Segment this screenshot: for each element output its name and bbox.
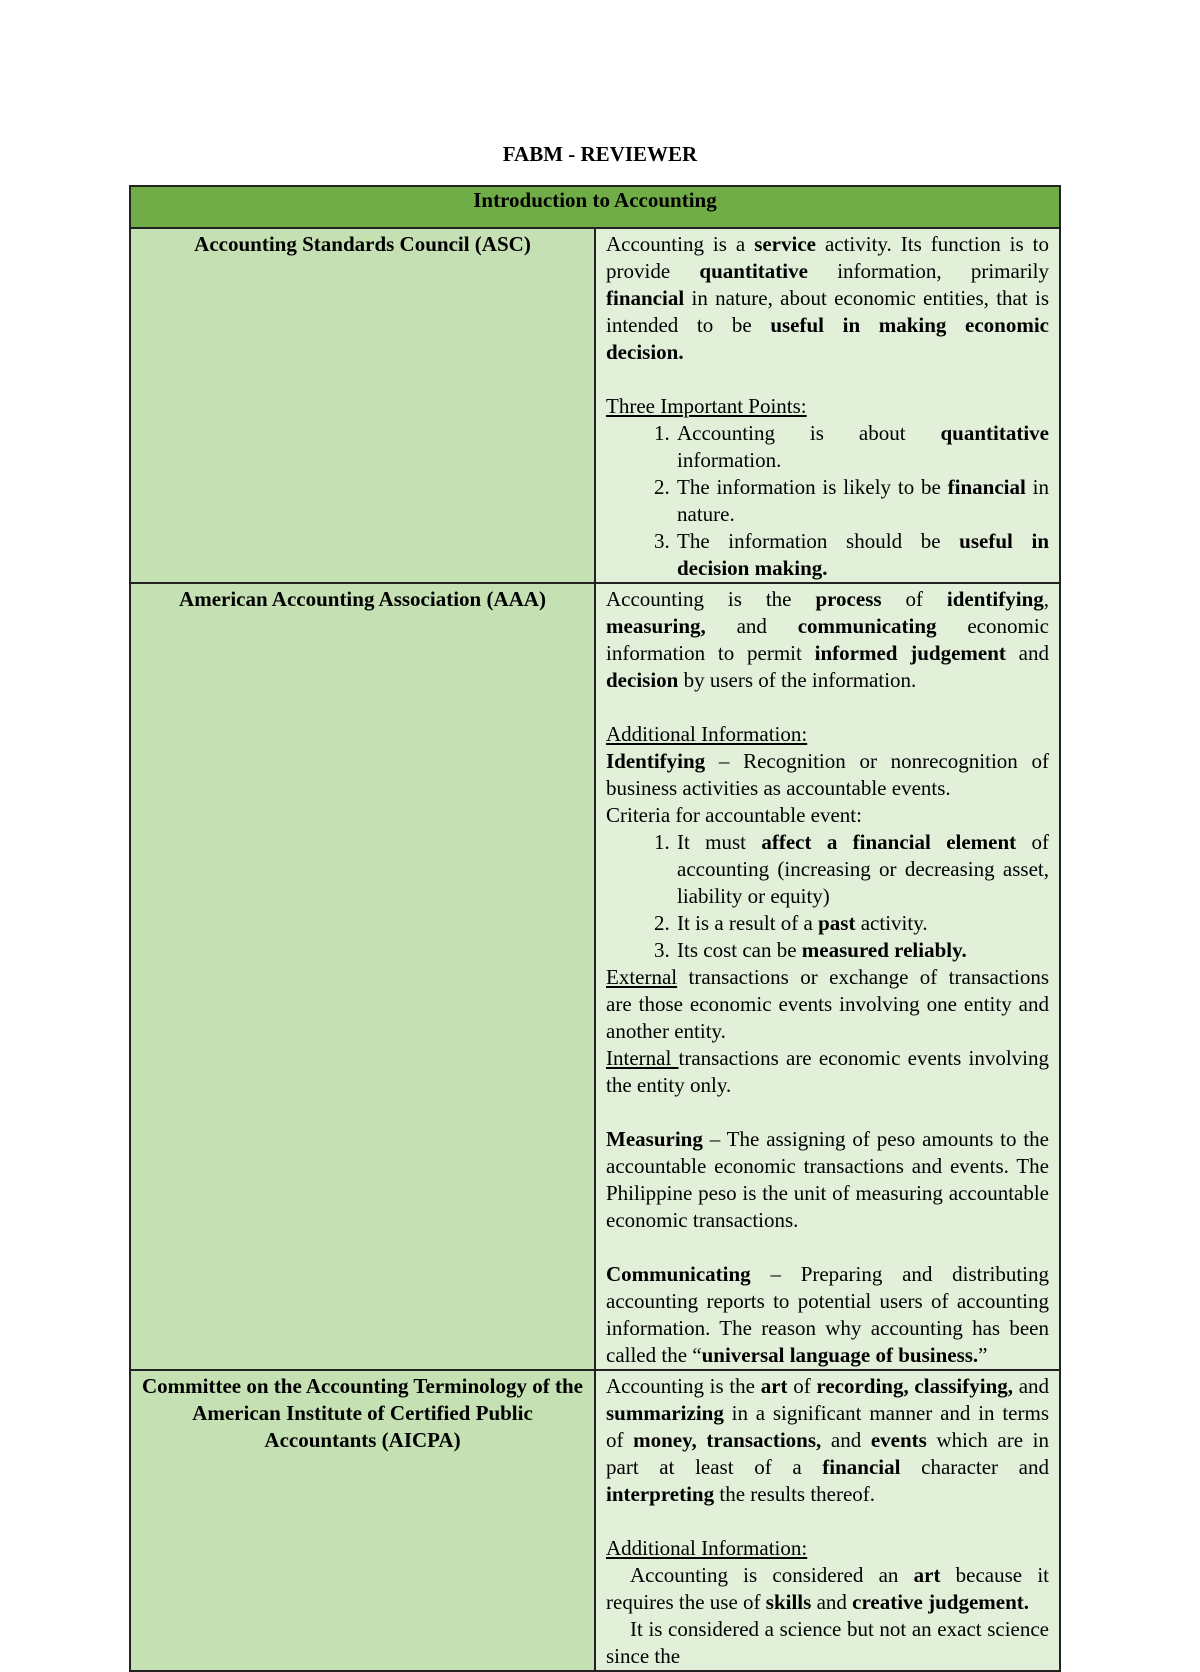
definition-cell-aicpa — [595, 1370, 1060, 1671]
definition-cell-asc — [595, 228, 1060, 583]
list-item: 3. Its cost can be measured reliably. — [675, 937, 1049, 964]
identifying-text: Identifying – Recognition or nonrecognition of business activities as accountable events. — [606, 749, 1049, 800]
reviewer-table — [129, 185, 1061, 1672]
definition-cell-aaa — [595, 583, 1060, 1370]
criteria-heading: Criteria for accountable event: — [606, 803, 862, 827]
criteria-list — [606, 829, 1049, 964]
art-note: Accounting is considered an art because it requires the use of skills and creative judgement. — [606, 1563, 1049, 1614]
external-text: External transactions or exchange of transactions are those economic events involving one entity and another entity. — [606, 965, 1049, 1043]
source-cell-aicpa: Committee on the Accounting Terminology of the American Institute of Certified Public Accountants (AICPA) — [130, 1370, 595, 1671]
internal-text: Internal transactions are economic events involving the entity only. — [606, 1046, 1049, 1097]
table-row — [130, 583, 1060, 1370]
science-note: It is considered a science but not an exact science since the — [606, 1617, 1049, 1668]
section-header-row — [130, 186, 1060, 228]
list-item: 1. Accounting is about quantitative information. — [675, 420, 1049, 474]
points-list — [606, 420, 1049, 582]
list-item: 1. It must affect a financial element of accounting (increasing or decreasing asset, liability or equity) — [675, 829, 1049, 910]
definition-text: Accounting is a service activity. Its function is to provide quantitative information, primarily financial in nature, about economic entities, that is intended to be useful in making economic decision. — [606, 232, 1049, 364]
additional-heading: Additional Information: — [606, 1536, 808, 1560]
list-item: 2. The information is likely to be financial in nature. — [675, 474, 1049, 528]
section-header: Introduction to Accounting — [130, 186, 1060, 228]
communicating-text: Communicating – Preparing and distributing accounting reports to potential users of accounting information. The reason why accounting has been called the “universal language of business.” — [606, 1262, 1049, 1367]
table-row — [130, 1370, 1060, 1671]
document-title: FABM - REVIEWER — [502, 142, 698, 166]
table-row — [130, 228, 1060, 583]
source-cell-aaa: American Accounting Association (AAA) — [130, 583, 595, 1370]
additional-heading: Additional Information: — [606, 722, 808, 746]
list-item: 2. It is a result of a past activity. — [675, 910, 1049, 937]
list-item: 3. The information should be useful in decision making. — [675, 528, 1049, 582]
source-cell-asc: Accounting Standards Council (ASC) — [130, 228, 595, 583]
points-heading: Three Important Points: — [606, 394, 807, 418]
measuring-text: Measuring – The assigning of peso amounts to the accountable economic transactions and events. The Philippine peso is the unit of measuring accountable economic transactions. — [606, 1127, 1049, 1232]
definition-text: Accounting is the process of identifying, measuring, and communicating economic information to permit informed judgement and decision by users of the information. — [606, 587, 1050, 692]
definition-text: Accounting is the art of recording, classifying, and summarizing in a significant manner and in terms of money, transactions, and events which are in part at least of a financial character and interpreting the results thereof. — [606, 1374, 1050, 1506]
